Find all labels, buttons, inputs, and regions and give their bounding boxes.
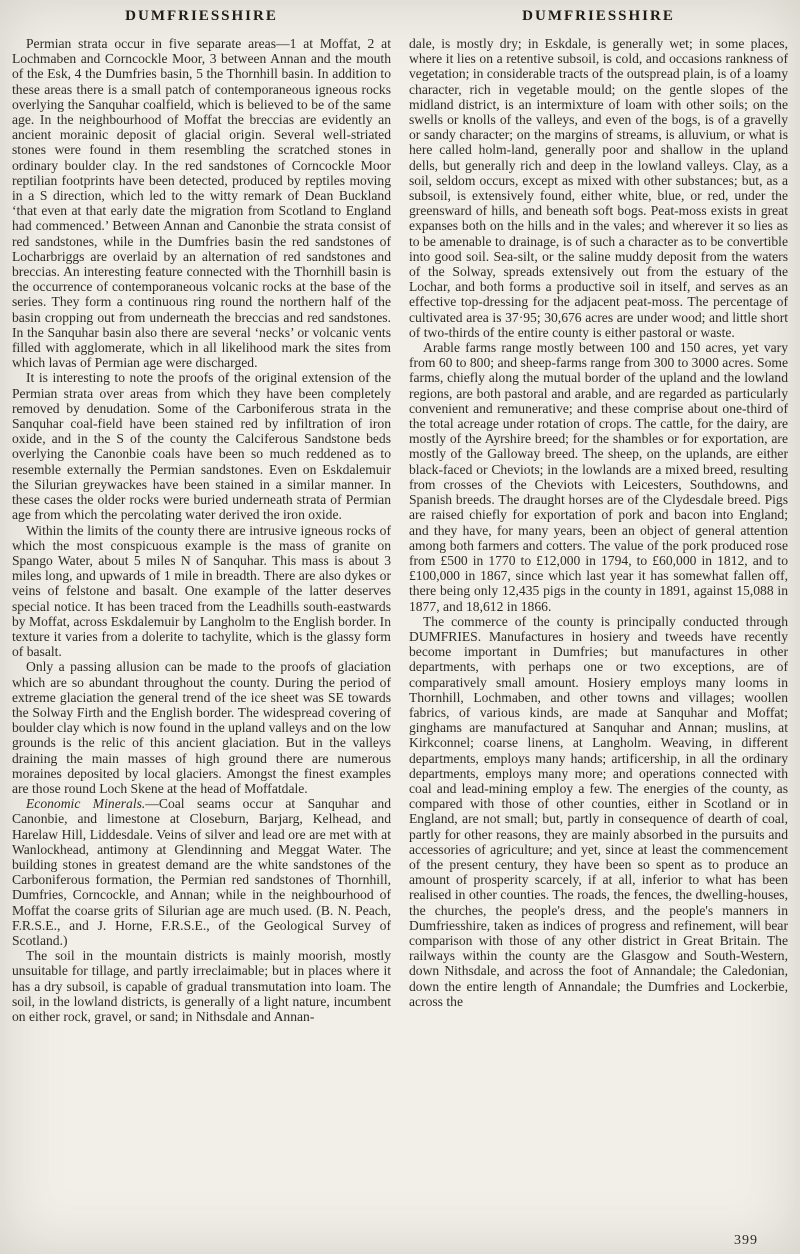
page-number: 399 <box>734 1233 758 1248</box>
paragraph-soil-continuation: dale, is mostly dry; in Eskdale, is generally wet; in some places, where it lies on a retentive subsoil, is cold, and occasions rankness of vegetation; in considerable tracts of the outspread plain, is of a loamy character, rich in vegetable mould; on the gentle slopes of the midland district, is an intermixture of loam with other soils; on the swells or knolls of the valleys, and even of the bogs, is of a gravelly or sandy character; on the margins of streams, is alluvium, or what is here called holm-land, generally poor and shallow in the upland dells, but generally rich and deep in the lowland valleys. Clay, as a soil, seldom occurs, except as mixed with other substances; but, as a subsoil, is extensively found, either white, blue, or red, under the greensward of hills, and beneath soft bogs. Peat-moss exists in great expanses both on the hills and in the vales; and wherever it so lies as to be amenable to drainage, is of such a character as to be convertible into good soil. Sea-silt, or the saline muddy deposit from the waters of the Solway, spreads extensively out from the estuary of the Lochar, and both forms a productive soil in itself, and serves as an effective top-dressing for the adjacent peat-moss. The percentage of cultivated area is 37·95; 30,676 acres are under wood; and little short of two-thirds of the entire county is either pastoral or waste. <box>409 36 788 340</box>
paragraph-farms-livestock: Arable farms range mostly between 100 and 150 acres, yet vary from 60 to 800; and sheep-farms range from 300 to 3000 acres. Some farms, chiefly along the mutual border of the upland and the lowland regions, are both pastoral and arable, and are regarded as particularly convenient and remunerative; and these comprise about one-third of the total acreage under rotation of crops. The cattle, for the dairy, are mostly of the Ayrshire breed; for the shambles or for exportation, are mostly of the Galloway breed. The sheep, on the uplands, are either black-faced or Cheviots; in the lowlands are a mixed breed, resulting from crosses of the Cheviots with Leicesters, Southdowns, and Spanish breeds. The draught horses are of the Clydesdale breed. Pigs are raised chiefly for exportation of pork and bacon into England; and they have, for many years, been an object of general attention among both farmers and cotters. The value of the pork produced rose from £500 in 1770 to £12,000 in 1794, to £60,000 in 1812, and to £100,000 in 1867, since which last year it has somewhat fallen off, there being only 12,435 pigs in the county in 1891, against 15,088 in 1877, and 18,612 in 1866. <box>409 340 788 614</box>
right-column-header: DUMFRIESSHIRE <box>522 8 675 24</box>
left-column-header: DUMFRIESSHIRE <box>125 8 278 24</box>
paragraph-glaciation: Only a passing allusion can be made to the proofs of glaciation which are so abundant throughout the county. During the period of extreme glaciation the general trend of the ice sheet was SE towards the Solway Firth and the English border. The widespread covering of boulder clay which is now found in the upland valleys and on the low grounds is the relic of this ancient glaciation. But in the valleys draining the main masses of high ground there are numerous moraines deposited by local glaciers. Amongst the finest examples are those round Loch Skene at the head of Moffatdale. <box>12 659 391 796</box>
paragraph-economic-minerals <box>12 796 391 948</box>
paragraph-intrusive-rocks: Within the limits of the county there are intrusive igneous rocks of which the most conspicuous example is the mass of granite on Spango Water, about 5 miles N of Sanquhar. This mass is about 3 miles long, and upwards of 1 mile in breadth. There are also dykes or veins of felstone and basalt. One example of the latter deserves special notice. It has been traced from the Leadhills south-eastwards by Moffat, across Eskdalemuir by Langholm to the English border. In texture it varies from a dolerite to tachylite, which is the glassy form of basalt. <box>12 522 391 660</box>
paragraph-text: —Coal seams occur at Sanquhar and Canonbie, and limestone at Closeburn, Barjarg, Kelhead, and Harelaw Hill, Liddesdale. Veins of silver and lead ore are met with at Wanlockhead, antimony at Glendinning and Meggat Water. The building stones in greatest demand are the white sandstones of the Carboniferous formation, the Permian red sandstones of Thornhill, Dumfries, Corncockle, and Annan; while in the neighbourhood of Moffat the coarse grits of Silurian age are much used. (B. N. Peach, F.R.S.E., and J. Horne, F.R.S.E., of the Geological Survey of Scotland.) <box>12 796 391 948</box>
right-column <box>409 8 788 1248</box>
paragraph-permian-strata: Permian strata occur in five separate areas—1 at Moffat, 2 at Lochmaben and Corncockle Moor, 3 between Annan and the mouth of the Esk, 4 the Dumfries basin, 5 the Thornhill basin. In addition to these areas there is a small patch of contemporaneous igneous rocks overlying the Sanquhar coalfield, which is believed to be of the same age. In the neighbourhood of Moffat the breccias are evidently an ancient morainic deposit of glacial origin. Several well-striated stones were found in them resembling the scratched stones in ordinary boulder clay. In the red sandstones of Corncockle Moor reptilian footprints have been detected, produced by reptiles moving in a S direction, which led to the witty remark of Dean Buckland ‘that even at that early date the migration from Scotland to England had commenced.’ Between Annan and Canonbie the strata consist of red sandstones, while in the Dumfries basin the red sandstones of Locharbriggs are overlaid by an alternation of red sandstones and breccias. An interesting feature connected with the Thornhill basin is the occurrence of contemporaneous volcanic rocks at the base of the series. They form a continuous ring round the northern half of the basin cropping out from underneath the breccias and red sandstones. In the Sanquhar basin also there are several ‘necks’ or volcanic vents filled with agglomerate, which in all likelihood mark the sites from which lavas of Permian age were discharged. <box>12 36 391 371</box>
paragraph-lead-italic: Economic Minerals. <box>26 796 146 812</box>
paragraph-soil-mountain: The soil in the mountain districts is mainly moorish, mostly unsuitable for tillage, and partly irreclaimable; but in places where it has a dry subsoil, is capable of gradual transmutation into loam. The soil, in the lowland districts, is generally of a light nature, incumbent on either rock, gravel, or sand; in Nithsdale and Annan- <box>12 948 391 1024</box>
left-column <box>12 8 391 1248</box>
paragraph-permian-extension: It is interesting to note the proofs of the original extension of the Permian strata over areas from which they have been completely removed by denudation. Some of the Carboniferous strata in the Sanquhar coal-field have been stained red by infiltration of iron oxide, and in the S of the county the Calciferous Sandstone beds overlying the Canonbie coals have been so much reddened as to resemble externally the Permian sandstones. Even on Eskdalemuir the Silurian greywackes have been stained in a similar manner. In these cases the older rocks were buried underneath strata of Permian age from which the percolating water derived the iron oxide. <box>12 370 391 523</box>
paragraph-commerce: The commerce of the county is principally conducted through DUMFRIES. Manufactures in hosiery and tweeds have recently become important in Dumfries; but manufactures in other departments, with perhaps one or two exceptions, are of comparatively small amount. Hosiery employs many looms in Thornhill, Lochmaben, and other towns and villages; woollen fabrics, of various kinds, are made at Sanquhar and Moffat; ginghams are manufactured at Sanquhar and Annan; muslins, at Kirkconnel; coarse linens, at Langholm. Weaving, in different departments, employs many hands; artificership, in all the ordinary departments, employs many more; and operations connected with coal and lead-mining employ a few. The energies of the county, as compared with those of other counties, either in Scotland or in England, are not small; but, partly in consequence of dearth of coal, partly for other reasons, they are mainly absorbed in the pursuits and accessories of agriculture; and yet, since at least the commencement of the present century, they have been so spent as to produce an amount of prosperity scarcely, if at all, inferior to what has been realised in other counties. The roads, the fences, the dwelling-houses, the churches, the people's dress, and the people's manners in Dumfriesshire, taken as indices of progress and refinement, will bear comparison with those of any other district in Great Britain. The railways within the county are the Glasgow and South-Western, down Nithsdale, and across the foot of Annandale; the Caledonian, down the entire length of Annandale; the Dumfries and Lockerbie, across the <box>409 613 788 1009</box>
